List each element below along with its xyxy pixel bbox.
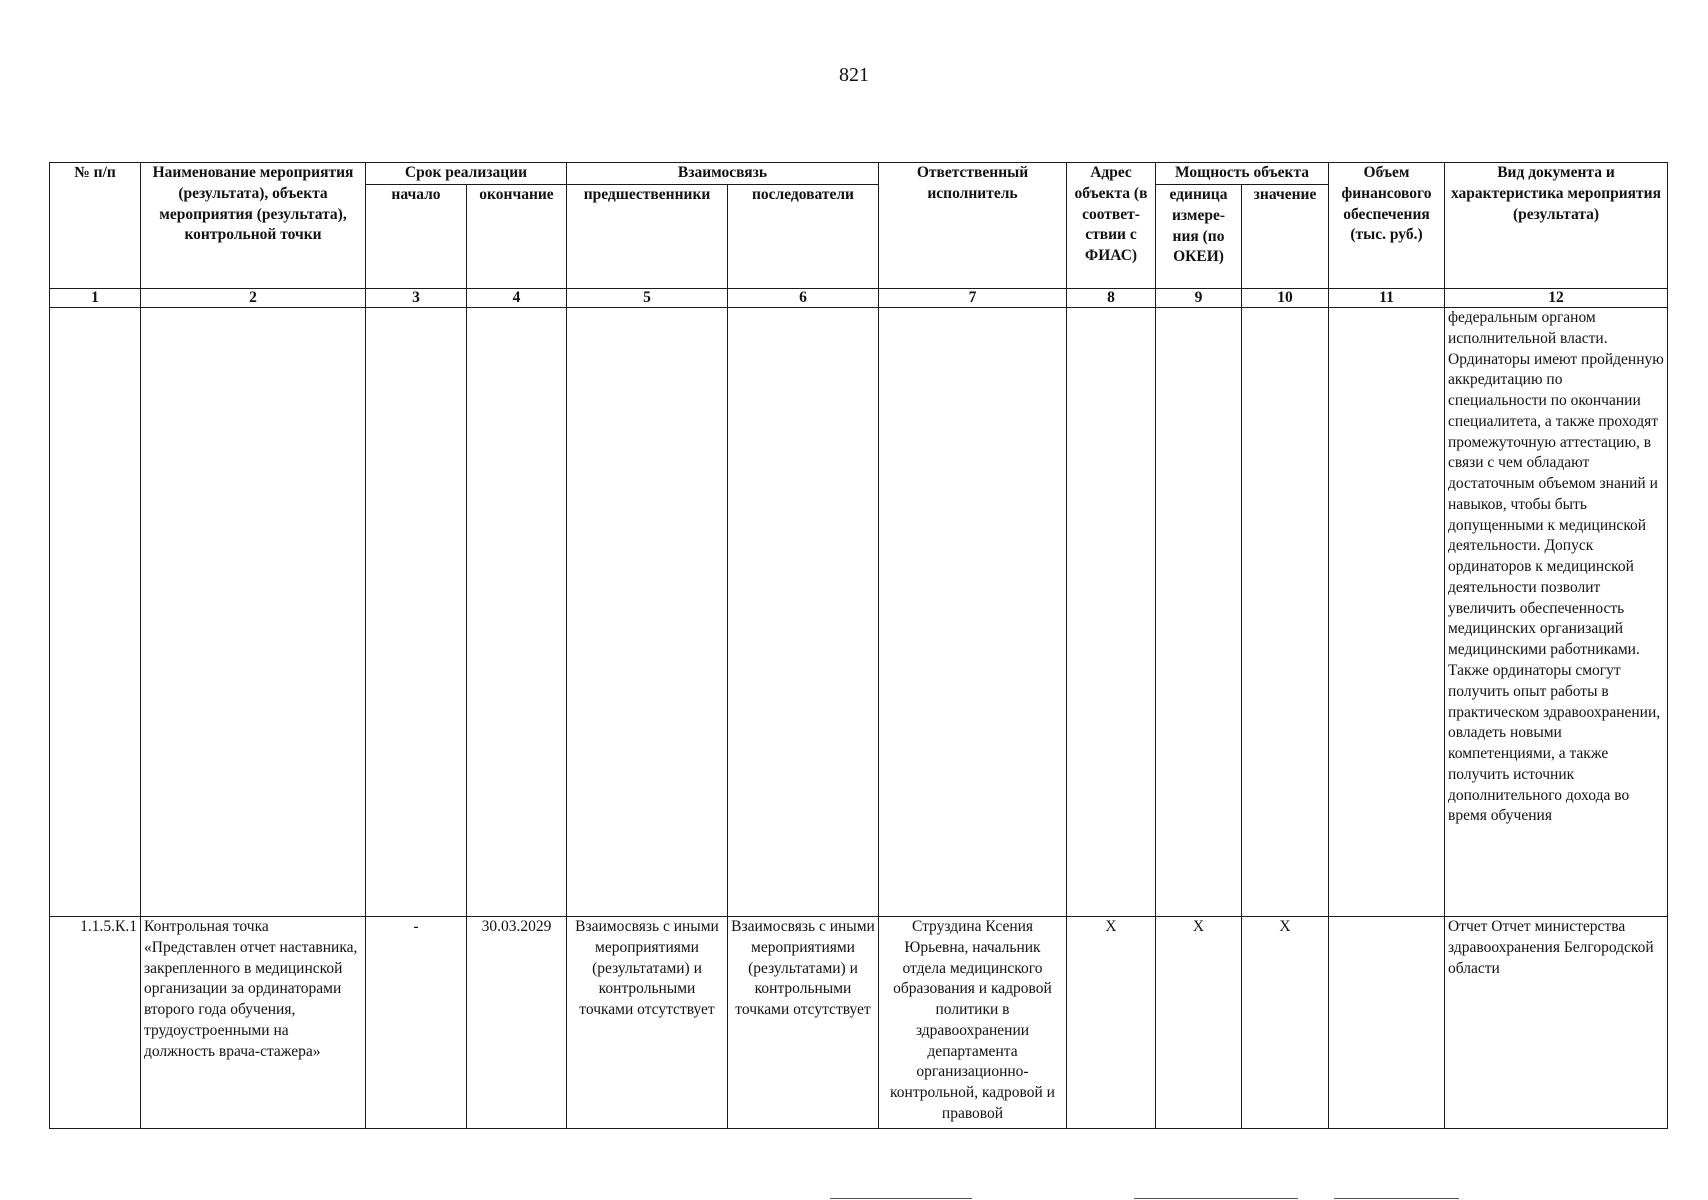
cell-finance [1329,308,1445,917]
scan-mark [1334,1198,1459,1199]
header-num: № п/п [50,163,141,289]
column-number: 7 [879,289,1067,308]
header-predecessors: предшественники [567,185,728,289]
cell-address: X [1067,917,1156,1129]
header-executor: Ответственный исполнитель [879,163,1067,289]
header-successors: последователи [728,185,879,289]
cell-name: Контрольная точка «Представлен отчет наставника, закрепленного в медицинской организации за ординаторами второго года обучения, трудоустроенными на должность врача-стажера» [141,917,366,1129]
cell-executor [879,308,1067,917]
cell-address [1067,308,1156,917]
column-number: 8 [1067,289,1156,308]
cell-value: X [1242,917,1329,1129]
column-number: 10 [1242,289,1329,308]
header-document: Вид документа и характеристика мероприятия (результата) [1445,163,1668,289]
column-number: 6 [728,289,879,308]
cell-num: 1.1.5.К.1 [50,917,141,1129]
cell-successors: Взаимосвязь с иными мероприятиями (результатами) и контрольными точками отсутствует [728,917,879,1129]
column-number: 5 [567,289,728,308]
table-row [50,308,1668,917]
column-number: 11 [1329,289,1445,308]
scan-mark [830,1198,972,1199]
scan-mark [1134,1198,1298,1199]
header-address: Адрес объекта (в соответ-ствии с ФИАС) [1067,163,1156,289]
cell-end [467,308,567,917]
cell-document: федеральным органом исполнительной власти. Ординаторы имеют пройденную аккредитацию по специальности по окончании специалитета, а также проходят промежуточную аттестацию, в связи с чем обладают достаточным объемом знаний и навыков, чтобы быть допущенными к медицинской деятельности. Допуск ординаторов к медицинской деятельности позволит увеличить обеспеченность медицинских организаций медицинскими работниками. Также ординаторы смогут получить опыт работы в практическом здравоохранении, овладеть новыми компетенциями, а также получить источник дополнительного дохода во время обучения [1445,308,1668,917]
header-end: окончание [467,185,567,289]
table-row [50,917,1668,1129]
header-finance: Объем финансового обеспечения (тыс. руб.) [1329,163,1445,289]
cell-value [1242,308,1329,917]
plan-table [49,162,1668,1129]
cell-predecessors: Взаимосвязь с иными мероприятиями (результатами) и контрольными точками отсутствует [567,917,728,1129]
cell-start: - [366,917,467,1129]
cell-unit [1156,308,1242,917]
cell-predecessors [567,308,728,917]
column-number: 2 [141,289,366,308]
column-number: 12 [1445,289,1668,308]
cell-successors [728,308,879,917]
header-unit: единица измере-ния (по ОКЕИ) [1156,185,1242,289]
column-number-row [50,289,1668,308]
cell-unit: X [1156,917,1242,1129]
header-start: начало [366,185,467,289]
cell-name [141,308,366,917]
header-name: Наименование мероприятия (результата), объекта мероприятия (результата), контрольной точки [141,163,366,289]
column-number: 9 [1156,289,1242,308]
cell-start [366,308,467,917]
header-link-group: Взаимосвязь [567,163,879,185]
column-number: 4 [467,289,567,308]
page-number: 821 [839,64,869,86]
cell-num [50,308,141,917]
cell-document: Отчет Отчет министерства здравоохранения Белгородской области [1445,917,1668,1129]
column-number: 1 [50,289,141,308]
cell-executor: Струздина Ксения Юрьевна, начальник отдела медицинского образования и кадровой политики в здравоохранении департамента организационно-контрольной, кадровой и правовой [879,917,1067,1129]
header-term-group: Срок реализации [366,163,567,185]
header-value: значение [1242,185,1329,289]
column-number: 3 [366,289,467,308]
header-power-group: Мощность объекта [1156,163,1329,185]
cell-end: 30.03.2029 [467,917,567,1129]
cell-finance [1329,917,1445,1129]
